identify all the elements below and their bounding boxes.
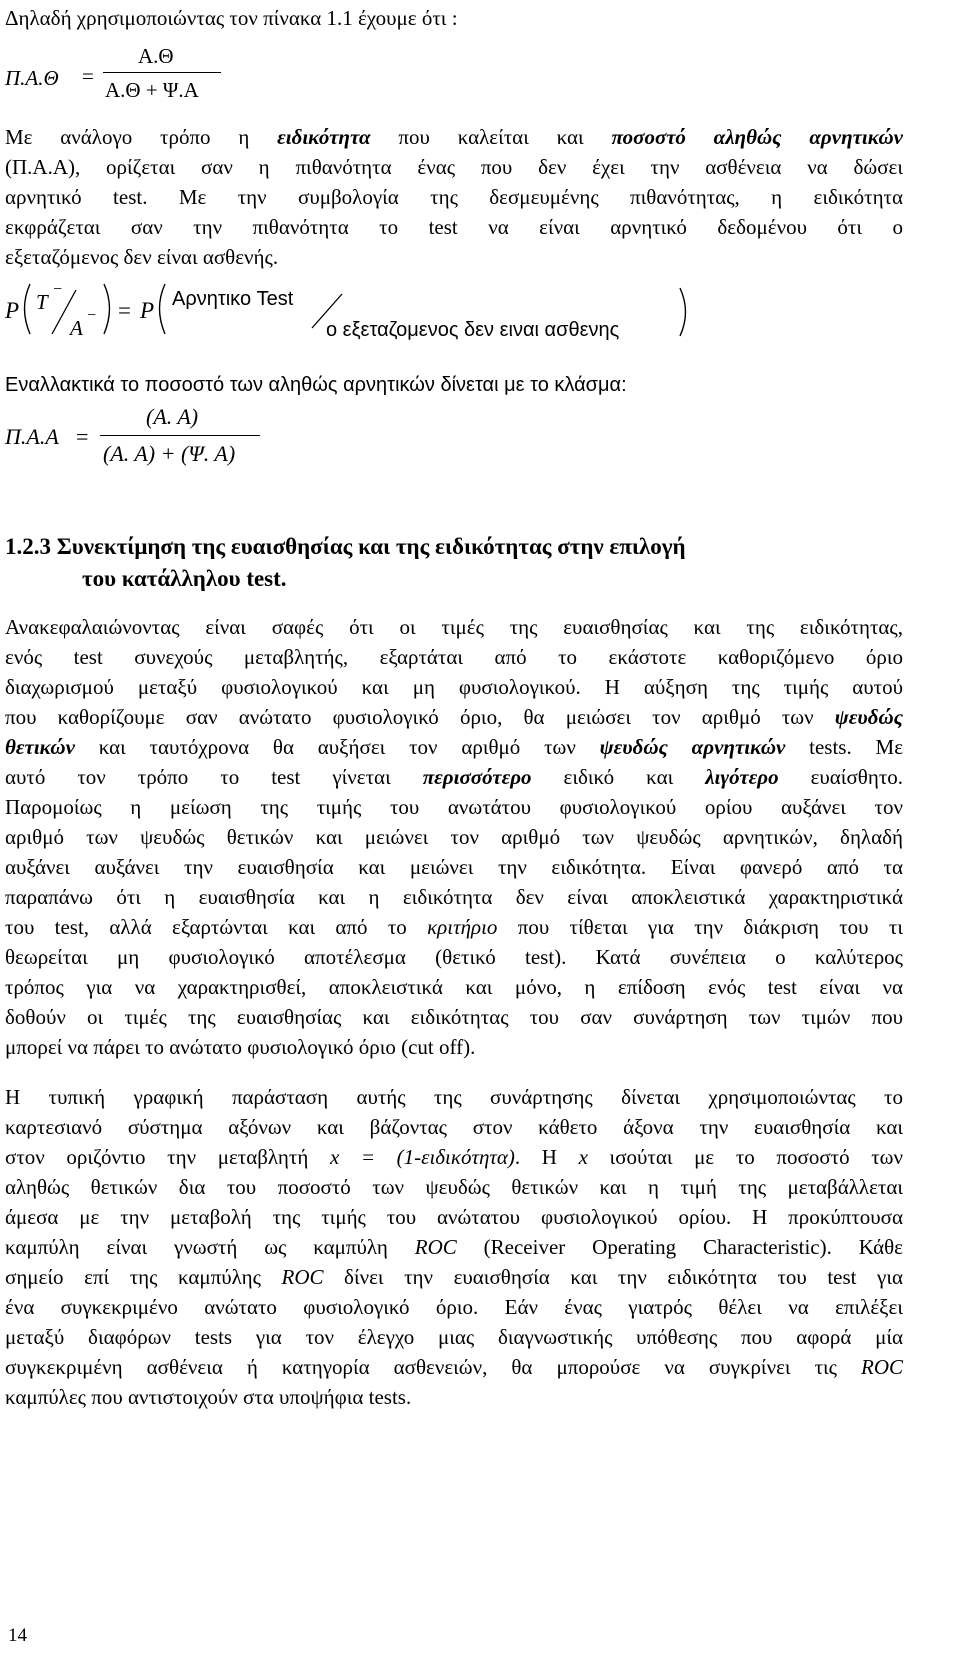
para3-line-8: ένα συγκεκριμένο ανώτατο φυσιολογικό όριο. Εάν ένας γιατρός θέλει να επιλέξει — [5, 1295, 903, 1319]
term-specificity: ειδικότητα — [277, 125, 371, 149]
formula2-t: T — [36, 290, 48, 314]
section-heading-line-1: 1.2.3 Συνεκτίμηση της ευαισθησίας και της ειδικότητας στην επιλογή — [5, 534, 686, 559]
para3-line-5: άμεσα με την μεταβολή της τιμής του ανώτατου φυσιολογικού ορίου. Η προκύπτουσα — [5, 1205, 903, 1229]
para3-line-6 — [5, 1232, 903, 1262]
para2-line-13: τρόπος για να χαρακτηρισθεί, αποκλειστικά και μόνο, η επίδοση ενός test είναι να — [5, 975, 903, 999]
para3-line-4: αληθώς θετικών δια του ποσοστό των ψευδώς θετικών και η τιμή της μεταβάλλεται — [5, 1175, 903, 1199]
term-roc: ROC — [861, 1355, 903, 1379]
section-heading-line-2: του κατάλληλου test. — [82, 566, 287, 591]
para3-line-1: Η τυπική γραφική παράσταση αυτής της συνάρτησης δίνεται χρησιμοποιώντας το — [5, 1085, 903, 1109]
formula2-denominator: ο εξεταζομενος δεν ειναι ασθενης — [326, 319, 620, 341]
term-criterion: κριτήριο — [427, 915, 498, 939]
text-span: του test, αλλά εξαρτώνται και από το — [5, 915, 428, 939]
para2-line-9: αυξάνει αυξάνει την ευαισθησία και μειώνει την ειδικότητα. Είναι φανερό από τα — [5, 855, 903, 879]
text-span: αυτό τον τρόπο το test γίνεται — [5, 765, 423, 789]
text-span: ευαίσθητο. — [778, 765, 904, 789]
text-span: συγκεκριμένη ασθένεια ή κατηγορία ασθενειών, θα μπορούσε να συγκρίνει τις — [5, 1355, 861, 1379]
para2-line-3: διαχωρισμού μεταξύ φυσιολογικού και μη φυσιολογικού. Η αύξηση της τιμής αυτού — [5, 675, 903, 699]
term-true-negative-rate: ποσοστό αληθώς αρνητικών — [611, 125, 903, 149]
text-span: σημείο επί της καμπύλης — [5, 1265, 282, 1289]
text-span: και ταυτόχρονα θα αυξήσει τον αριθμό των — [74, 735, 600, 759]
text-span: tests. Με — [785, 735, 904, 759]
para2-line-7: Παρομοίως η μείωση της τιμής του ανωτάτου φυσιολογικού ορίου αυξάνει τον — [5, 795, 903, 819]
para2-line-6 — [5, 762, 903, 792]
text-span: Με ανάλογο τρόπο η — [5, 125, 278, 149]
formula3-lhs: Π.Α.Α — [5, 424, 59, 449]
term-x-definition: x = (1-ειδικότητα) — [329, 1145, 515, 1169]
text-span: που τίθεται για την διάκριση του τι — [497, 915, 903, 939]
formula2-p-right: P — [140, 298, 155, 323]
para2-line-1: Ανακεφαλαιώνοντας είναι σαφές ότι οι τιμές της ευαισθησίας και της ειδικότητας, — [5, 615, 903, 639]
page-number: 14 — [8, 1625, 27, 1646]
formula2-equals: = — [118, 298, 131, 323]
formula2-numerator: Αρνητικο Test — [172, 288, 294, 310]
formula2-a: A — [70, 316, 83, 340]
para1-line-1 — [5, 122, 903, 152]
para2-line-8: αριθμό των ψευδώς θετικών και μειώνει τον αριθμό των ψευδώς αρνητικών, δηλαδή — [5, 825, 903, 849]
formula2-t-minus: − — [53, 281, 63, 298]
para2-line-12: θεωρείται μη φυσιολογικό αποτέλεσμα (θετικό test). Κατά συνέπεια ο καλύτερος — [5, 945, 903, 969]
intro-line: Δηλαδή χρησιμοποιώντας τον πίνακα 1.1 έχουμε ότι : — [5, 6, 458, 30]
para3-line-3 — [5, 1142, 903, 1172]
para3-line-9: μεταξύ διαφόρων tests για τον έλεγχο μιας διαγνωστικής υπόθεσης που αφορά μία — [5, 1325, 903, 1349]
para1-line-4: εκφράζεται σαν την πιθανότητα το test να είναι αρνητικό δεδομένου ότι ο — [5, 215, 903, 239]
formula2-a-minus: − — [87, 307, 97, 324]
para2-line-2: ενός test συνεχούς μεταβλητής, εξαρτάται από το εκάστοτε καθοριζόμενο όριο — [5, 645, 903, 669]
para1-line-5: εξεταζόμενος δεν είναι ασθενής. — [5, 245, 279, 269]
para3-line-7 — [5, 1262, 903, 1292]
formula1-denominator: Α.Θ + Ψ.Α — [105, 78, 199, 102]
para3-line-10 — [5, 1352, 903, 1382]
term-roc: ROC — [414, 1235, 457, 1259]
para2-line-5 — [5, 732, 903, 762]
text-span: στον οριζόντιο την μεταβλητή — [5, 1145, 330, 1169]
text-span: που καθορίζουμε σαν ανώτατο φυσιολογικό όριο, θα μειώσει τον αριθμό των — [5, 705, 835, 729]
term-more: περισσότερο — [422, 765, 532, 789]
term-roc: ROC — [281, 1265, 324, 1289]
formula3-numerator: (Α. Α) — [146, 404, 199, 429]
para3-line-2: καρτεσιανό σύστημα αξόνων και βάζοντας στον κάθετο άξονα την ευαισθησία και — [5, 1115, 903, 1139]
text-span: ειδικό και — [531, 765, 706, 789]
formula1-fraction-bar — [103, 72, 221, 73]
para2-line-11 — [5, 912, 903, 942]
term-positives: θετικών — [5, 735, 75, 759]
formula3-fraction-bar — [100, 435, 260, 436]
formula3-denominator: (Α. Α) + (Ψ. Α) — [103, 441, 236, 466]
text-span: που καλείται και — [370, 125, 612, 149]
para2-line-4 — [5, 702, 903, 732]
para1-line-3: αρνητικό test. Με την συμβολογία της δεσμευμένης πιθανότητας, η ειδικότητα — [5, 185, 903, 209]
text-span: ισούται με το ποσοστό των — [587, 1145, 903, 1169]
text-span: καμπύλη είναι γνωστή ως καμπύλη — [5, 1235, 415, 1259]
term-x: x — [578, 1145, 588, 1169]
alternative-line: Εναλλακτικά το ποσοστό των αληθώς αρνητικών δίνεται με το κλάσμα: — [5, 374, 627, 396]
formula3-equals: = — [76, 424, 89, 449]
text-span: (Receiver Operating Characteristic). Κάθε — [456, 1235, 903, 1259]
text-span: δίνει την ευαισθησία και την ειδικότητα του test για — [323, 1265, 903, 1289]
para2-line-15: μπορεί να πάρει το ανώτατο φυσιολογικό όριο (cut off). — [5, 1035, 476, 1059]
formula1-numerator: Α.Θ — [138, 44, 174, 68]
text-span: . Η — [514, 1145, 579, 1169]
formula1-lhs: Π.Α.Θ — [5, 66, 59, 90]
term-less: λιγότερο — [705, 765, 779, 789]
para3-line-11: καμπύλες που αντιστοιχούν στα υποψήφια tests. — [5, 1385, 412, 1409]
para2-line-14: δοθούν οι τιμές της ευαισθησίας και ειδικότητας του σαν συνάρτηση των τιμών που — [5, 1005, 903, 1029]
para2-line-10: παραπάνω ότι η ευαισθησία και η ειδικότητα δεν είναι αποκλειστικά χαρακτηριστικά — [5, 885, 903, 909]
term-false-negatives: ψευδώς αρνητικών — [599, 735, 786, 759]
formula2-p-left: P — [5, 298, 20, 323]
term-false: ψευδώς — [834, 705, 903, 729]
formula1-equals: = — [82, 64, 94, 88]
para1-line-2: (Π.Α.Α), ορίζεται σαν η πιθανότητα ένας που δεν έχει την ασθένεια να δώσει — [5, 155, 903, 179]
